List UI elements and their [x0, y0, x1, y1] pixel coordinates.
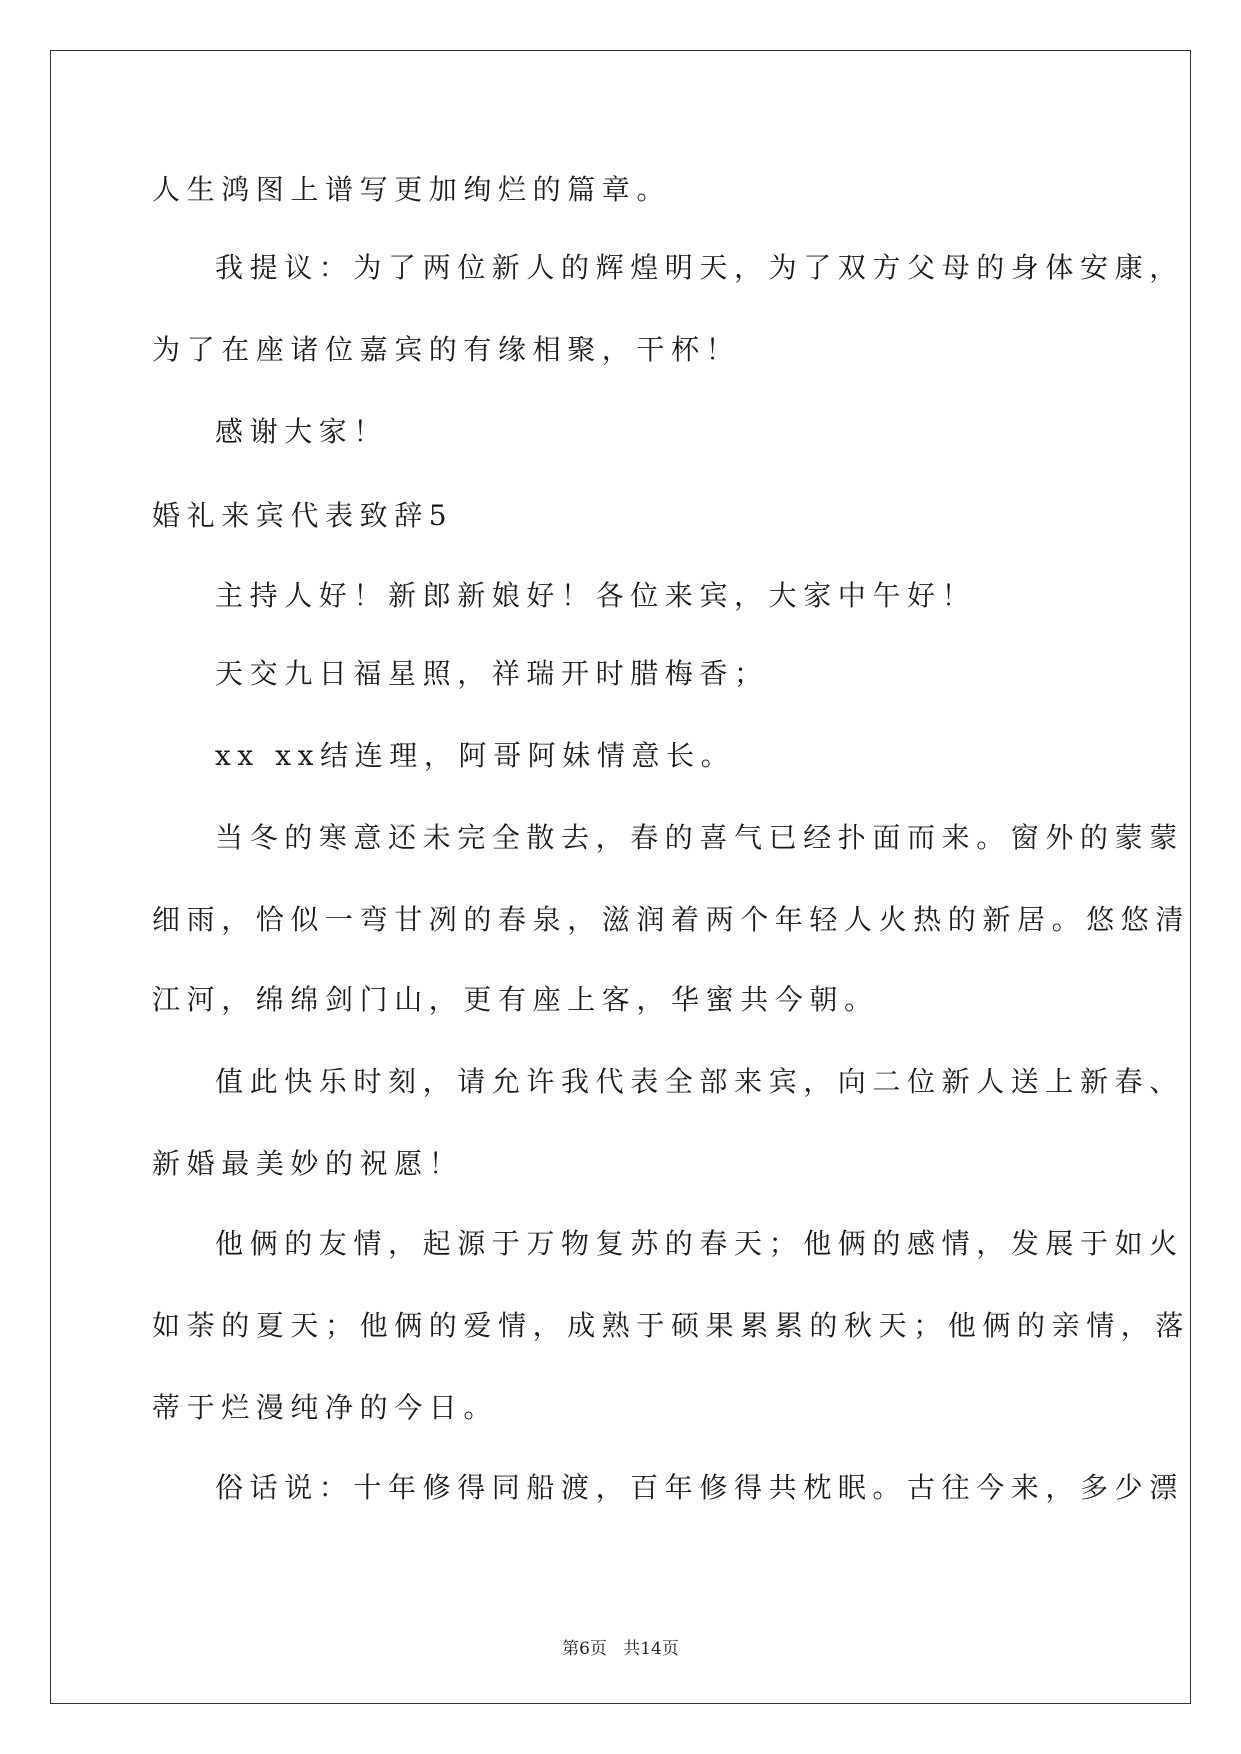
page-total: 共14页 — [623, 1639, 679, 1659]
page-number: 第6页 — [562, 1639, 607, 1659]
paragraph-line: 感谢大家！ — [215, 415, 389, 448]
paragraph-line: 新婚最美妙的祝愿！ — [152, 1147, 464, 1180]
page-footer — [0, 1634, 1241, 1659]
paragraph-line: 为了在座诸位嘉宾的有缘相聚，干杯！ — [152, 333, 741, 366]
paragraph-line: xx xx结连理，阿哥阿妹情意长。 — [215, 739, 736, 772]
paragraph-line: 主持人好！新郎新娘好！各位来宾，大家中午好！ — [215, 579, 977, 612]
section-heading: 婚礼来宾代表致辞5 — [152, 499, 454, 532]
paragraph-line: 如荼的夏天；他俩的爱情，成熟于硕果累累的秋天；他俩的亲情，落 — [152, 1309, 1191, 1342]
page-border — [50, 50, 1191, 1704]
paragraph-line: 值此快乐时刻，请允许我代表全部来宾，向二位新人送上新春、 — [215, 1065, 1184, 1098]
paragraph-line: 他俩的友情，起源于万物复苏的春天；他俩的感情，发展于如火 — [215, 1227, 1184, 1260]
paragraph-line: 天交九日福星照，祥瑞开时腊梅香； — [215, 657, 769, 690]
paragraph-line: 当冬的寒意还未完全散去，春的喜气已经扑面而来。窗外的蒙蒙 — [215, 821, 1184, 854]
paragraph-line: 俗话说：十年修得同船渡，百年修得共枕眠。古往今来，多少漂 — [215, 1471, 1184, 1504]
paragraph-line: 人生鸿图上谱写更加绚烂的篇章。 — [152, 173, 672, 206]
paragraph-line: 江河，绵绵剑门山，更有座上客，华蜜共今朝。 — [152, 983, 879, 1016]
paragraph-line: 细雨，恰似一弯甘冽的春泉，滋润着两个年轻人火热的新居。悠悠清 — [152, 903, 1191, 936]
paragraph-line: 蒂于烂漫纯净的今日。 — [152, 1391, 499, 1424]
paragraph-line: 我提议：为了两位新人的辉煌明天，为了双方父母的身体安康， — [215, 251, 1184, 284]
